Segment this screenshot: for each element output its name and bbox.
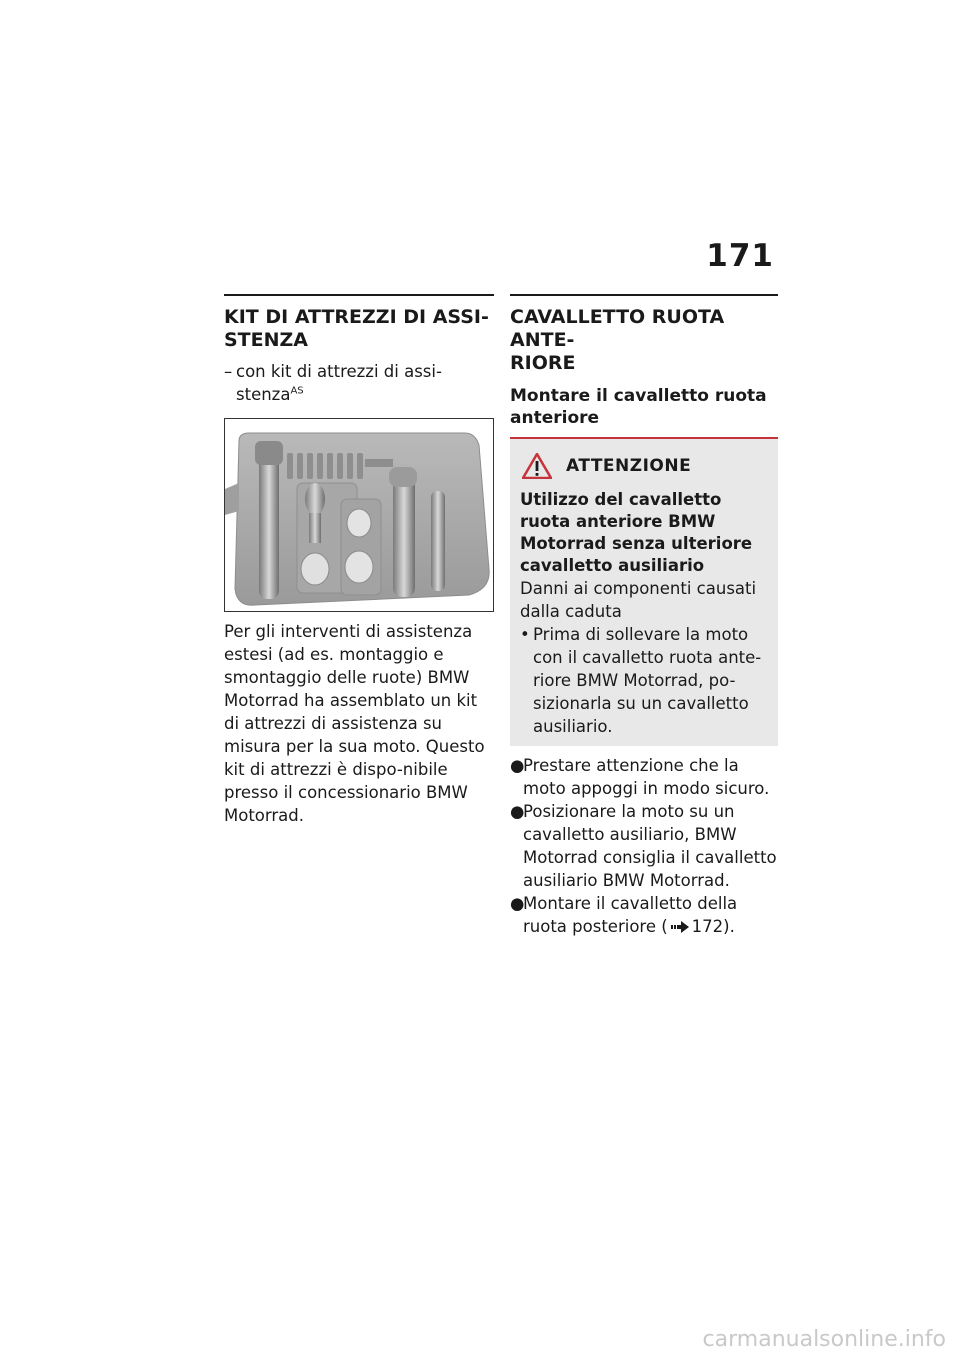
warning-cause: Utilizzo del cavalletto ruota anteriore BMW Motorrad senza ulteriore cavalletto ausiliario (520, 490, 753, 575)
page-reference-link[interactable]: 172 (691, 917, 724, 936)
warning-bullet-text: Prima di sollevare la moto con il cavalletto ruota ante-riore BMW Motorrad, po-sizionarla su un cavalletto ausiliario. (533, 625, 762, 736)
list-item (510, 892, 778, 938)
left-column (224, 294, 494, 827)
warning-title: ATTENZIONE (566, 456, 692, 476)
action-text: Posizionare la moto su un cavalletto ausiliario, BMW Motorrad consiglia il cavalletto ausiliario BMW Motorrad. (523, 802, 777, 890)
list-item (520, 623, 768, 738)
bullet-marker: ● (510, 802, 525, 821)
page-number: 171 (706, 238, 774, 274)
list-item (510, 800, 778, 892)
bullet-marker: ● (510, 894, 525, 913)
section-heading-front-stand: CAVALLETTO RUOTA ANTE- RIORE (510, 306, 725, 374)
dash-marker: – (224, 362, 233, 381)
warning-triangle-icon (522, 453, 552, 479)
list-item (510, 754, 778, 800)
equipment-item (224, 360, 494, 406)
section-rule (224, 294, 494, 296)
action-text: Montare il cavalletto della ruota posteriore ( (523, 894, 738, 936)
section-heading-toolkit: KIT DI ATTREZZI DI ASSI- STENZA (224, 306, 489, 351)
toolkit-figure (224, 418, 494, 612)
right-column (510, 294, 778, 938)
warning-header (520, 453, 768, 479)
bullet-marker: • (520, 625, 530, 644)
action-list (510, 754, 778, 938)
bullet-marker: ● (510, 756, 525, 775)
subheading-mount-stand: Montare il cavalletto ruota anteriore (510, 386, 767, 428)
warning-box (510, 437, 778, 746)
equipment-text: con kit di attrezzi di assi- stenza (236, 362, 442, 404)
action-text: Prestare attenzione che la moto appoggi in modo sicuro. (523, 756, 770, 798)
warning-bullets (520, 623, 768, 738)
page-reference-arrow-icon (671, 921, 689, 933)
action-suffix: ). (723, 917, 735, 936)
section-rule (510, 294, 778, 296)
toolkit-illustration (225, 419, 493, 611)
toolkit-paragraph: Per gli interventi di assistenza estesi (ad es. montaggio e smontaggio delle ruote) BMW Motorrad ha assemblato un kit di attrezzi di assistenza su misura per la sua moto. Questo kit di attrezzi è dispo-nibile presso il concessionario BMW Motorrad. (224, 622, 485, 825)
equipment-sup: AS (290, 385, 304, 397)
watermark: carmanualsonline.info (702, 1327, 946, 1352)
warning-consequence: Danni ai componenti causati dalla caduta (520, 579, 757, 621)
